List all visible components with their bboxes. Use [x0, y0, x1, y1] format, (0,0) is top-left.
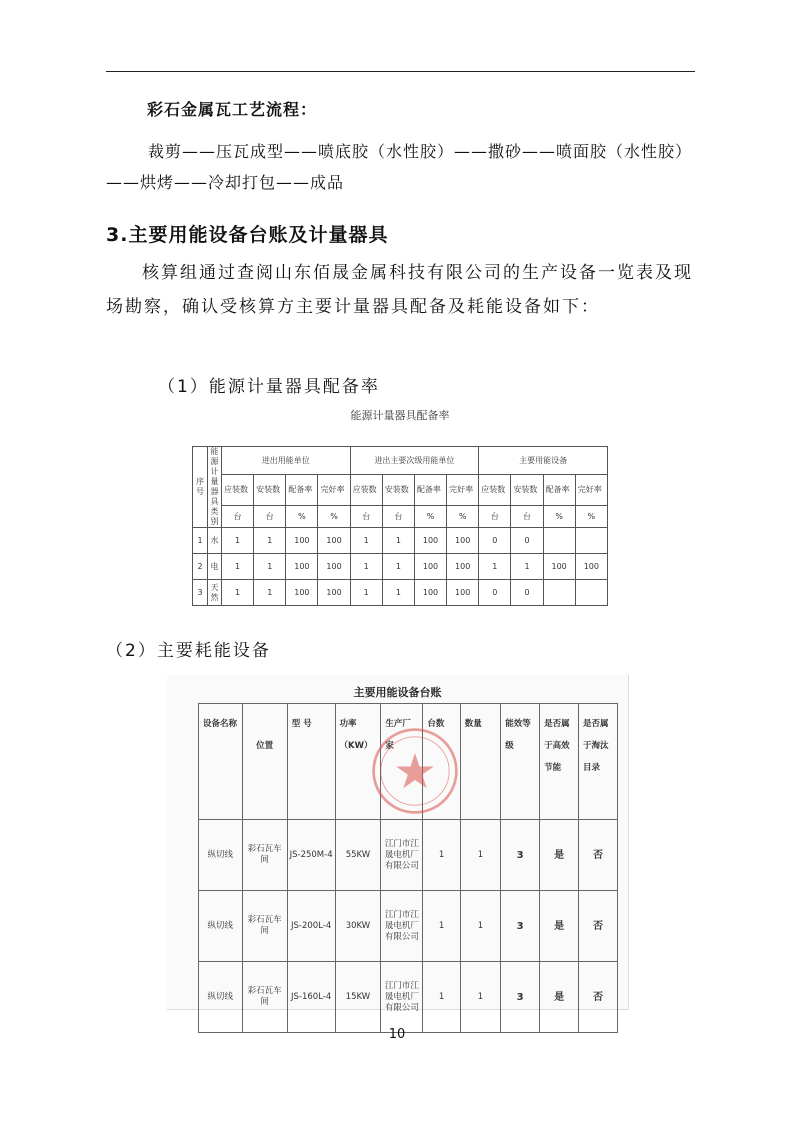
subcol-header: 完好率	[318, 475, 350, 506]
cell: JS-160L-4	[287, 962, 335, 1033]
seq-cell: 3	[193, 580, 208, 606]
type-cell: 水	[208, 528, 222, 554]
cell: 江门市江晟电机厂有限公司	[381, 962, 423, 1033]
value-cell: 100	[447, 528, 479, 554]
cell: 1	[423, 962, 460, 1033]
seq-cell: 2	[193, 554, 208, 580]
cell: 否	[579, 820, 618, 891]
unit-cell: %	[286, 506, 318, 528]
subcol-header: 安装数	[382, 475, 414, 506]
cell: 1	[423, 820, 460, 891]
cell: JS-250M-4	[287, 820, 335, 891]
value-cell: 1	[350, 554, 382, 580]
subcol-header: 配备率	[543, 475, 575, 506]
value-cell: 1	[350, 528, 382, 554]
value-cell: 100	[286, 554, 318, 580]
col-header: 型 号	[287, 704, 335, 820]
cell: 3	[501, 962, 540, 1033]
cell: 1	[460, 820, 500, 891]
value-cell: 1	[382, 528, 414, 554]
col-seq-header: 序号	[193, 447, 208, 528]
unit-cell: %	[318, 506, 350, 528]
seal-star	[396, 753, 434, 788]
cell: 是	[540, 962, 579, 1033]
cell: 1	[460, 891, 500, 962]
cell: 1	[460, 962, 500, 1033]
process-text: 裁剪——压瓦成型——喷底胶（水性胶）——撒砂——喷面胶（水性胶）——烘烤——冷却打包——成品	[106, 142, 693, 192]
cell: 否	[579, 891, 618, 962]
table-row	[193, 580, 608, 606]
type-cell: 天然	[208, 580, 222, 606]
subcol-header: 安装数	[511, 475, 543, 506]
value-cell: 0	[511, 580, 543, 606]
section-heading: 3.主要用能设备台账及计量器具	[106, 224, 389, 246]
table-row	[199, 962, 618, 1033]
cell: 是	[540, 820, 579, 891]
unit-cell: 台	[479, 506, 511, 528]
value-cell: 100	[318, 528, 350, 554]
cell: 30KW	[335, 891, 381, 962]
value-cell: 100	[543, 554, 575, 580]
value-cell: 100	[414, 528, 446, 554]
cell: 江门市江晟电机厂有限公司	[381, 891, 423, 962]
col-header: 是否属于淘汰目录	[579, 704, 618, 820]
value-cell: 0	[511, 528, 543, 554]
value-cell: 100	[286, 528, 318, 554]
value-cell: 1	[479, 554, 511, 580]
unit-cell: %	[543, 506, 575, 528]
col-header: 是否属于高效节能	[540, 704, 579, 820]
value-cell: 100	[286, 580, 318, 606]
cell: 纵切线	[199, 820, 243, 891]
cell: 彩石瓦车间	[242, 962, 287, 1033]
subcol-header: 应装数	[350, 475, 382, 506]
cell: 江门市江晟电机厂有限公司	[381, 820, 423, 891]
unit-cell: %	[575, 506, 607, 528]
value-cell: 100	[447, 554, 479, 580]
meter-rate-table	[192, 446, 608, 606]
subsection-1-heading: （1）能源计量器具配备率	[158, 377, 380, 397]
value-cell: 100	[414, 580, 446, 606]
value-cell	[543, 528, 575, 554]
unit-cell: 台	[350, 506, 382, 528]
cell: 是	[540, 891, 579, 962]
value-cell: 1	[350, 580, 382, 606]
unit-cell: 台	[254, 506, 286, 528]
table-row	[193, 528, 608, 554]
subcol-header: 完好率	[575, 475, 607, 506]
value-cell: 100	[318, 580, 350, 606]
subcol-header: 应装数	[479, 475, 511, 506]
cell: 纵切线	[199, 891, 243, 962]
value-cell: 100	[318, 554, 350, 580]
subcol-header: 配备率	[286, 475, 318, 506]
cell: 纵切线	[199, 962, 243, 1033]
intro-paragraph: 核算组通过查阅山东佰晟金属科技有限公司的生产设备一览表及现场勘察，确认受核算方主要计量器具配备及耗能设备如下：	[106, 263, 693, 317]
value-cell	[575, 528, 607, 554]
value-cell: 1	[222, 528, 254, 554]
value-cell: 100	[414, 554, 446, 580]
group-header: 主要用能设备	[479, 447, 608, 475]
col-type-header: 能源计量器具类别	[208, 447, 222, 528]
col-header: 生产厂家	[381, 704, 423, 820]
subcol-header: 完好率	[447, 475, 479, 506]
value-cell	[575, 580, 607, 606]
value-cell	[543, 580, 575, 606]
unit-cell: 台	[382, 506, 414, 528]
value-cell: 1	[254, 528, 286, 554]
col-header: 能效等级	[501, 704, 540, 820]
table-row	[199, 820, 618, 891]
process-title: 彩石金属瓦工艺流程：	[147, 100, 318, 119]
cell: 1	[423, 891, 460, 962]
value-cell: 1	[382, 580, 414, 606]
col-header: 设备名称	[199, 704, 243, 820]
unit-cell: %	[447, 506, 479, 528]
value-cell: 1	[511, 554, 543, 580]
col-header: 位置	[242, 704, 287, 820]
value-cell: 1	[382, 554, 414, 580]
cell: 彩石瓦车间	[242, 891, 287, 962]
col-header: 台数	[423, 704, 460, 820]
cell: 彩石瓦车间	[242, 820, 287, 891]
col-header: 功率（KW）	[335, 704, 381, 820]
table2-title: 主要用能设备台账	[353, 686, 442, 699]
cell: 15KW	[335, 962, 381, 1033]
value-cell: 1	[222, 580, 254, 606]
subcol-header: 安装数	[254, 475, 286, 506]
value-cell: 0	[479, 580, 511, 606]
cell: 否	[579, 962, 618, 1033]
type-cell: 电	[208, 554, 222, 580]
col-header: 数量	[460, 704, 500, 820]
table-row	[199, 891, 618, 962]
cell: 55KW	[335, 820, 381, 891]
subsection-2-heading: （2）主要耗能设备	[106, 641, 271, 661]
header-rule	[106, 71, 695, 72]
group-header: 进出用能单位	[222, 447, 351, 475]
cell: 3	[501, 891, 540, 962]
seq-cell: 1	[193, 528, 208, 554]
cell: JS-200L-4	[287, 891, 335, 962]
value-cell: 1	[222, 554, 254, 580]
subcol-header: 配备率	[414, 475, 446, 506]
table-row	[193, 554, 608, 580]
company-seal-stamp-icon	[370, 726, 460, 816]
group-header: 进出主要次级用能单位	[350, 447, 479, 475]
unit-cell: 台	[222, 506, 254, 528]
value-cell: 100	[575, 554, 607, 580]
value-cell: 100	[447, 580, 479, 606]
cell: 3	[501, 820, 540, 891]
unit-cell: %	[414, 506, 446, 528]
page-number: 10	[388, 1027, 406, 1042]
value-cell: 0	[479, 528, 511, 554]
value-cell: 1	[254, 580, 286, 606]
subcol-header: 应装数	[222, 475, 254, 506]
table1-caption: 能源计量器具配备率	[350, 409, 450, 422]
unit-cell: 台	[511, 506, 543, 528]
value-cell: 1	[254, 554, 286, 580]
